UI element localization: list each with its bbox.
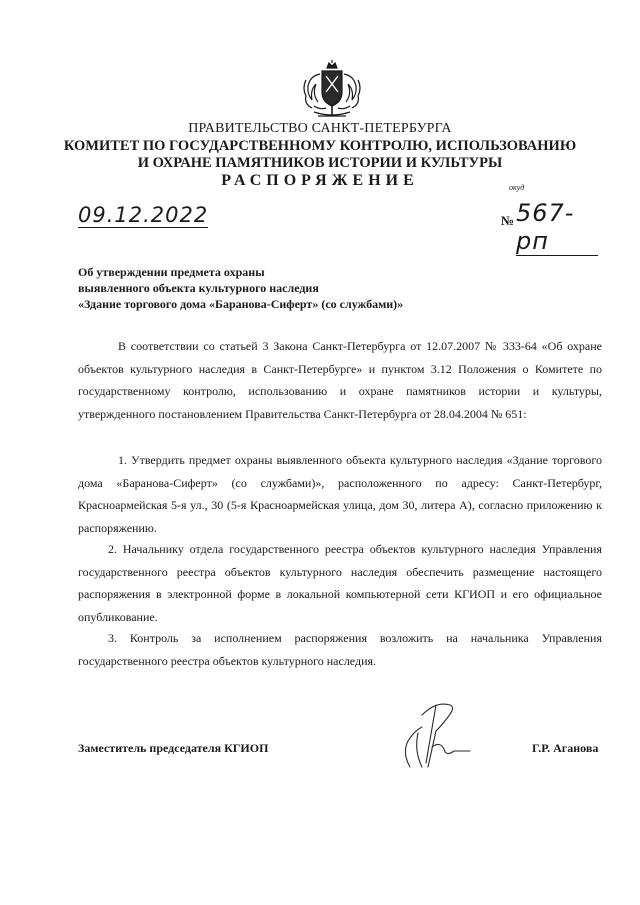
signer-name: Г.Р. Аганова xyxy=(532,741,599,755)
subject-line2: выявленного объекта культурного наследия xyxy=(78,281,319,295)
committee-heading xyxy=(0,138,640,172)
signer-title: Заместитель председателя КГИОП xyxy=(78,741,269,755)
committee-heading-line2: И ОХРАНЕ ПАМЯТНИКОВ ИСТОРИИ И КУЛЬТУРЫ xyxy=(137,155,503,171)
document-number: 567-рп xyxy=(516,199,598,256)
committee-heading-line1: КОМИТЕТ ПО ГОСУДАРСТВЕННОМУ КОНТРОЛЮ, ИСПОЛЬЗОВАНИЮ xyxy=(63,138,577,154)
order-subject xyxy=(78,264,403,312)
preamble-paragraph: В соответствии со статьей 3 Закона Санкт-Петербурга от 12.07.2007 № 333-64 «Об охране объектов культурного наследия в Санкт-Петербурге» и пунктом 3.12 Положения о Комитете по государственному контролю, использованию и охране памятников истории и культуры, утвержденного постановлением Правительства Санкт-Петербурга от 28.04.2004 № 651: xyxy=(78,339,602,422)
coat-of-arms-icon xyxy=(300,60,364,118)
order-item-2: 2. Начальнику отдела государственного реестра объектов культурного наследия Управления государственного реестра объектов культурного наследия обеспечить размещение настоящего распоряжения в электронной форме в локальной компьютерной сети КГИОП и его официальное опубликование. xyxy=(78,542,602,625)
okud-label: окуд xyxy=(509,183,525,192)
subject-line3: «Здание торгового дома «Баранова-Сиферт» (со службами)» xyxy=(78,297,404,311)
document-type-title: РАСПОРЯЖЕНИЕ xyxy=(221,172,419,189)
document-date: 09.12.2022 xyxy=(78,203,209,227)
government-heading: ПРАВИТЕЛЬСТВО САНКТ-ПЕТЕРБУРГА xyxy=(188,121,452,136)
handwritten-signature xyxy=(396,697,474,775)
order-item-3: 3. Контроль за исполнением распоряжения возложить на начальника Управления государственного реестра объектов культурного наследия. xyxy=(78,631,602,668)
subject-line1: Об утверждении предмета охраны xyxy=(78,265,265,279)
number-sign: № xyxy=(501,213,515,228)
order-item-1: 1. Утвердить предмет охраны выявленного объекта культурного наследия «Здание торгового дома «Баранова-Сиферт» (со службами)», расположенного по адресу: Санкт-Петербург, Красноармейская 5-я ул., 30 (5-я Красноармейская улица, дом 30, литера А), согласно приложению к распоряжению. xyxy=(78,453,602,536)
